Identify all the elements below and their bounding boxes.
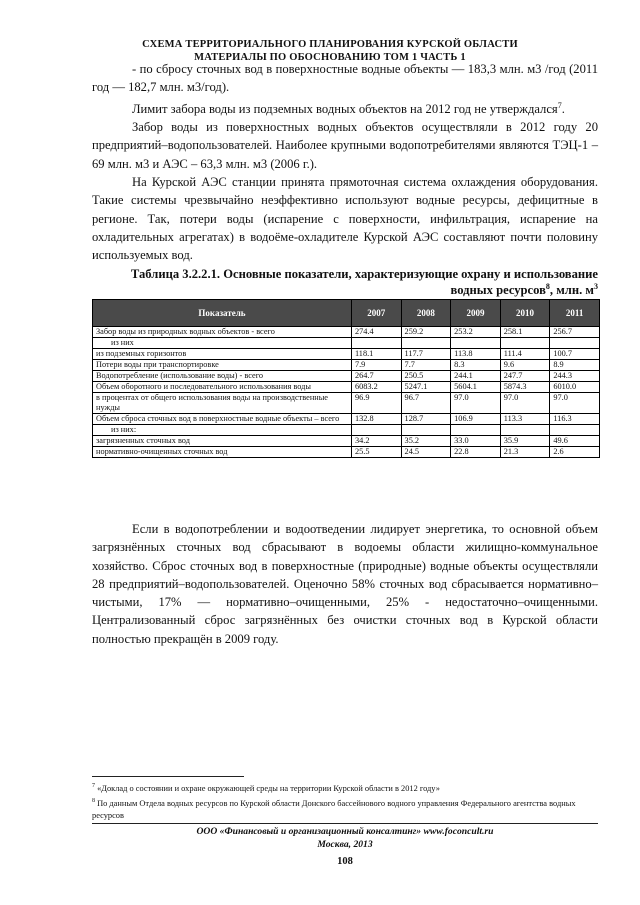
table-caption-line-2: [92, 282, 598, 298]
paragraph-limit-text: Лимит забора воды из подземных водных объектов на 2012 год не утверждался: [132, 101, 558, 116]
row-label: нормативно-очищенных сточных вод: [93, 447, 352, 458]
footer-city-year: Москва, 2013: [317, 839, 373, 850]
row-label: Забор воды из природных водных объектов - всего: [93, 327, 352, 338]
header-line-1: СХЕМА ТЕРРИТОРИАЛЬНОГО ПЛАНИРОВАНИЯ КУРСКОЙ ОБЛАСТИ: [142, 39, 518, 50]
row-value: 5247.1: [401, 382, 451, 393]
row-value: 22.8: [451, 447, 501, 458]
row-value: [500, 338, 550, 349]
row-value: [500, 425, 550, 436]
row-value: 49.6: [550, 436, 600, 447]
row-value: 274.4: [351, 327, 401, 338]
table-row: [93, 447, 600, 458]
row-value: [351, 338, 401, 349]
row-value: 7.9: [351, 360, 401, 371]
row-label: Объем сброса сточных вод в поверхностные водные объекты – всего: [93, 414, 352, 425]
header-indicator: Показатель: [93, 300, 352, 327]
row-value: 100.7: [550, 349, 600, 360]
footnote-8-num: 8: [92, 797, 95, 804]
row-value: 24.5: [401, 447, 451, 458]
table-row: [93, 371, 600, 382]
footnote-8: [92, 795, 598, 822]
row-value: 253.2: [451, 327, 501, 338]
row-value: [401, 425, 451, 436]
paragraph-discharge: - по сбросу сточных вод в поверхностные водные объекты — 183,3 млн. м3 /год (2011 год — 182,7 млн. м3/год).: [92, 62, 598, 95]
row-value: 96.9: [351, 393, 401, 414]
row-value: 117.7: [401, 349, 451, 360]
row-value: 244.3: [550, 371, 600, 382]
row-value: 97.0: [550, 393, 600, 414]
paragraph-nuclear-plant: На Курской АЭС станции принята прямоточная система охлаждения оборудования. Такие системы чрезвычайно неэффективно используют водные ресурсы, дефицитные в регионе. Так, потери воды (испарение с поверхности, инфильтрация, испарение на охладительных агрегатах) в водоёме-охладителе Курской АЭС составляют почти половину используемых вод.: [92, 174, 598, 263]
row-value: 35.2: [401, 436, 451, 447]
row-value: 97.0: [451, 393, 501, 414]
table-row: [93, 338, 600, 349]
table-row: [93, 425, 600, 436]
table-row: [93, 382, 600, 393]
footnote-8-text: По данным Отдела водных ресурсов по Курской области Донского бассейнового водного управления Федерального агентства водных ресурсов: [92, 798, 576, 820]
row-value: [550, 425, 600, 436]
row-value: 256.7: [550, 327, 600, 338]
table-caption-unit-sup: 3: [594, 281, 598, 291]
row-value: 35.9: [500, 436, 550, 447]
footnote-divider: [92, 776, 244, 777]
table-caption-line-1: Таблица 3.2.2.1. Основные показатели, характеризующие охрану и использование: [130, 267, 598, 281]
table-row: [93, 327, 600, 338]
table-row: [93, 393, 600, 414]
table-caption-unit: , млн. м: [549, 283, 594, 297]
page-footer: [92, 823, 598, 851]
row-value: [351, 425, 401, 436]
row-value: 111.4: [500, 349, 550, 360]
footer-company: ООО «Финансовый и организационный консалтинг» www.foconcult.ru: [196, 826, 494, 837]
row-value: [401, 338, 451, 349]
row-value: 116.3: [550, 414, 600, 425]
paragraph-limit: [92, 97, 598, 118]
header-2011: 2011: [550, 300, 600, 327]
header-2007: 2007: [351, 300, 401, 327]
table-row: [93, 436, 600, 447]
header-line-2: МАТЕРИАЛЫ ПО ОБОСНОВАНИЮ ТОМ 1 ЧАСТЬ 1: [194, 52, 466, 63]
row-value: 264.7: [351, 371, 401, 382]
row-value: 259.2: [401, 327, 451, 338]
row-value: 258.1: [500, 327, 550, 338]
row-value: 33.0: [451, 436, 501, 447]
row-value: 25.5: [351, 447, 401, 458]
body-text-bottom: [92, 520, 598, 648]
footnotes: [92, 780, 598, 822]
row-value: [451, 425, 501, 436]
row-value: [451, 338, 501, 349]
table-body: [93, 327, 600, 458]
paragraph-surface-intake: Забор воды из поверхностных водных объектов осуществляли в 2012 году 20 предприятий–водопользователей. Наиболее крупными водопотребителями являются ТЭЦ-1 – 69 млн. м3 и АЭС – 63,3 млн. м3 (2006 г.).: [92, 120, 598, 171]
table-caption-line-2-text: водных ресурсов: [450, 283, 546, 297]
row-value: 97.0: [500, 393, 550, 414]
header-2009: 2009: [451, 300, 501, 327]
footnote-7-text: «Доклад о состоянии и охране окружающей среды на территории Курской области в 2012 году»: [95, 783, 440, 793]
row-label: Потери воды при транспортировке: [93, 360, 352, 371]
body-text-top: [92, 60, 598, 264]
table-row: [93, 360, 600, 371]
row-value: 132.8: [351, 414, 401, 425]
water-resources-table: [92, 299, 600, 458]
header-2010: 2010: [500, 300, 550, 327]
row-value: 7.7: [401, 360, 451, 371]
row-value: 6010.0: [550, 382, 600, 393]
row-label: Водопотребление (использование воды) - всего: [93, 371, 352, 382]
paragraph-limit-dot: .: [561, 101, 565, 116]
row-value: 34.2: [351, 436, 401, 447]
row-value: 2.6: [550, 447, 600, 458]
footnote-ref-7[interactable]: 7: [557, 100, 562, 110]
row-label: загрязненных сточных вод: [93, 436, 352, 447]
header-2008: 2008: [401, 300, 451, 327]
row-value: 5874.3: [500, 382, 550, 393]
row-label: из них: [93, 338, 352, 349]
row-value: 96.7: [401, 393, 451, 414]
row-value: 118.1: [351, 349, 401, 360]
row-value: 106.9: [451, 414, 501, 425]
table-row: [93, 349, 600, 360]
row-value: 6083.2: [351, 382, 401, 393]
row-value: 244.1: [451, 371, 501, 382]
row-value: 113.3: [500, 414, 550, 425]
row-value: 128.7: [401, 414, 451, 425]
row-value: 113.8: [451, 349, 501, 360]
row-value: [550, 338, 600, 349]
table-header-row: [93, 300, 600, 327]
row-value: 5604.1: [451, 382, 501, 393]
row-label: из подземных горизонтов: [93, 349, 352, 360]
table-caption: [92, 266, 598, 298]
footnote-7-num: 7: [92, 783, 95, 789]
row-value: 21.3: [500, 447, 550, 458]
row-value: 9.6: [500, 360, 550, 371]
row-value: 247.7: [500, 371, 550, 382]
footnote-ref-8[interactable]: 8: [545, 281, 550, 291]
table-row: [93, 414, 600, 425]
footnote-7: [92, 780, 598, 795]
page-number: 108: [337, 856, 353, 867]
row-label: из них:: [93, 425, 352, 436]
row-value: 8.9: [550, 360, 600, 371]
row-label: в процентах от общего использования воды на производственные нужды: [93, 393, 352, 414]
row-value: 8.3: [451, 360, 501, 371]
paragraph-energy: Если в водопотреблении и водоотведении лидирует энергетика, то основной объем загрязнённых сточных вод сбрасывают в водоемы области жилищно-коммунальное хозяйство. Сброс сточных вод в поверхностные (природные) водные объекты осуществляли 28 предприятий–водопользователей. Оценочно 58% сточных вод сбрасывается нормативно–чистыми, 17% — нормативно–очищенными, 25% - недостаточно–очищенными. Централизованный сброс загрязнённых без очистки сточных вод в Курской области полностью прекращён в 2009 году.: [92, 522, 598, 646]
row-label: Объем оборотного и последовательного использования воды: [93, 382, 352, 393]
row-value: 250.5: [401, 371, 451, 382]
